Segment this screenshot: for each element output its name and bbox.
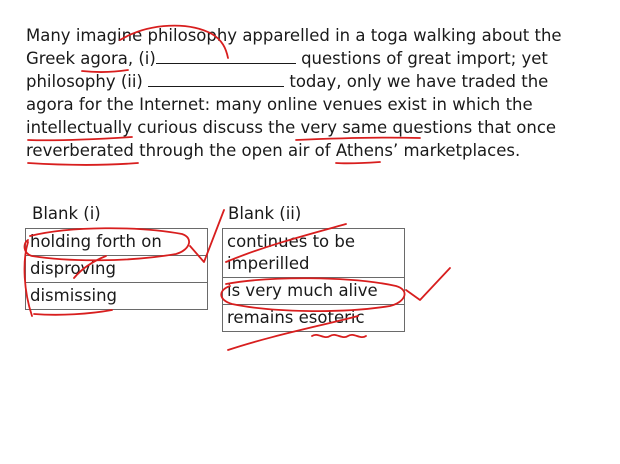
blank-i-header: Blank (i) <box>32 204 101 223</box>
choice-row <box>26 256 208 283</box>
blank-ii-header: Blank (ii) <box>228 204 302 223</box>
passage-line <box>26 47 596 70</box>
passage-line: reverberated through the open air of Athens’ marketplaces. <box>26 141 521 160</box>
passage-fragment: philosophy (ii) <box>26 72 149 91</box>
choice-row <box>26 283 208 310</box>
choice-row <box>223 305 405 332</box>
blank-i-option-2[interactable]: disproving <box>26 256 208 283</box>
blank-ii-choices <box>222 228 405 332</box>
blank-ii-line <box>148 71 284 87</box>
blank-ii-option-3[interactable]: remains esoteric <box>223 305 405 332</box>
ink-squiggle-esoteric <box>312 335 366 337</box>
blank-i-choices <box>25 228 208 310</box>
choice-row <box>223 229 405 278</box>
blank-i-option-1[interactable]: holding forth on <box>26 229 208 256</box>
blank-i-line <box>156 48 296 64</box>
passage-line: agora for the Internet: many online venues exist in which the <box>26 95 533 114</box>
passage-fragment: today, only we have traded the <box>284 72 549 91</box>
passage-fragment: questions of great import; yet <box>295 49 548 68</box>
choice-row <box>26 229 208 256</box>
passage-line: intellectually curious discuss the very same questions that once <box>26 118 557 137</box>
passage-line <box>26 70 596 93</box>
blank-ii-option-1[interactable]: continues to be imperilled <box>223 229 405 278</box>
passage-fragment: Greek agora, (i) <box>26 49 156 68</box>
choice-row <box>223 278 405 305</box>
blank-i-option-3[interactable]: dismissing <box>26 283 208 310</box>
passage-text <box>26 24 596 162</box>
ink-underline-reverberated <box>28 163 138 165</box>
ink-underline-athens <box>336 162 380 163</box>
ink-underline-dismissing <box>34 310 112 315</box>
ink-check-blank-ii <box>406 268 450 300</box>
blank-ii-option-2[interactable]: is very much alive <box>223 278 405 305</box>
passage-line: Many imagine philosophy apparelled in a toga walking about the <box>26 26 562 45</box>
